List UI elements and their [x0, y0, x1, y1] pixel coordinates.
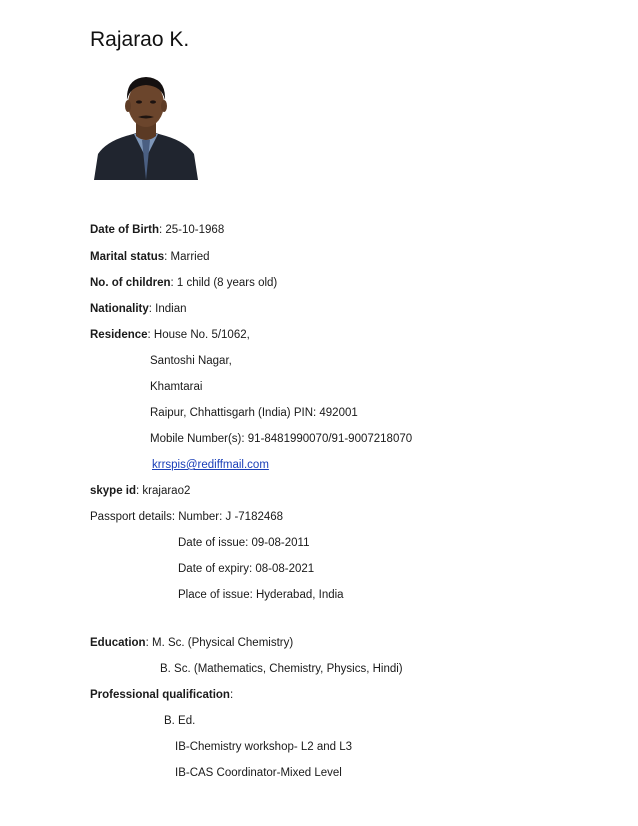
residence-row	[90, 328, 250, 342]
skype-value: : krajarao2	[136, 485, 191, 497]
children-row	[90, 276, 277, 290]
professional-label: Professional qualification	[90, 689, 230, 701]
residence-label: Residence	[90, 329, 148, 341]
education-row	[90, 636, 293, 650]
passport-expiry-date: Date of expiry: 08-08-2021	[178, 563, 315, 575]
mobile-numbers: Mobile Number(s): 91-8481990070/91-9007218070	[150, 433, 413, 445]
address-line: Santoshi Nagar,	[150, 355, 232, 367]
children-value: : 1 child (8 years old)	[170, 277, 278, 289]
skype-label: skype id	[90, 485, 137, 497]
email-row	[152, 458, 269, 472]
skype-row	[90, 484, 190, 498]
address-line: Raipur, Chhattisgarh (India) PIN: 492001	[150, 407, 358, 419]
nationality-label: Nationality	[90, 303, 149, 315]
dob-row	[90, 223, 224, 237]
passport-number: Passport details: Number: J -7182468	[90, 511, 284, 523]
education-label: Education	[90, 637, 146, 649]
marital-status-row	[90, 250, 210, 264]
residence-value: : House No. 5/1062,	[147, 329, 250, 341]
marital-status-label: Marital status	[90, 251, 165, 263]
qualification-item: B. Ed.	[164, 715, 196, 727]
nationality-value: : Indian	[148, 303, 187, 315]
address-line: Khamtarai	[150, 381, 203, 393]
portrait-photo	[92, 70, 200, 180]
dob-value: : 25-10-1968	[159, 224, 225, 236]
education-value: : M. Sc. (Physical Chemistry)	[145, 637, 294, 649]
nationality-row	[90, 302, 187, 316]
professional-colon: :	[229, 689, 234, 701]
passport-issue-date: Date of issue: 09-08-2011	[178, 537, 310, 549]
passport-issue-place: Place of issue: Hyderabad, India	[178, 589, 344, 601]
email-link[interactable]: krrspis@rediffmail.com	[152, 459, 269, 471]
portrait-photo-svg	[92, 70, 200, 180]
education-second: B. Sc. (Mathematics, Chemistry, Physics, Hindi)	[160, 663, 403, 675]
professional-row	[90, 688, 233, 702]
dob-label: Date of Birth	[90, 224, 159, 236]
qualification-item: IB-Chemistry workshop- L2 and L3	[175, 741, 353, 753]
marital-status-value: : Married	[164, 251, 210, 263]
children-label: No. of children	[90, 277, 171, 289]
qualification-item: IB-CAS Coordinator-Mixed Level	[175, 767, 342, 779]
resume-name: Rajarao K.	[90, 28, 190, 51]
